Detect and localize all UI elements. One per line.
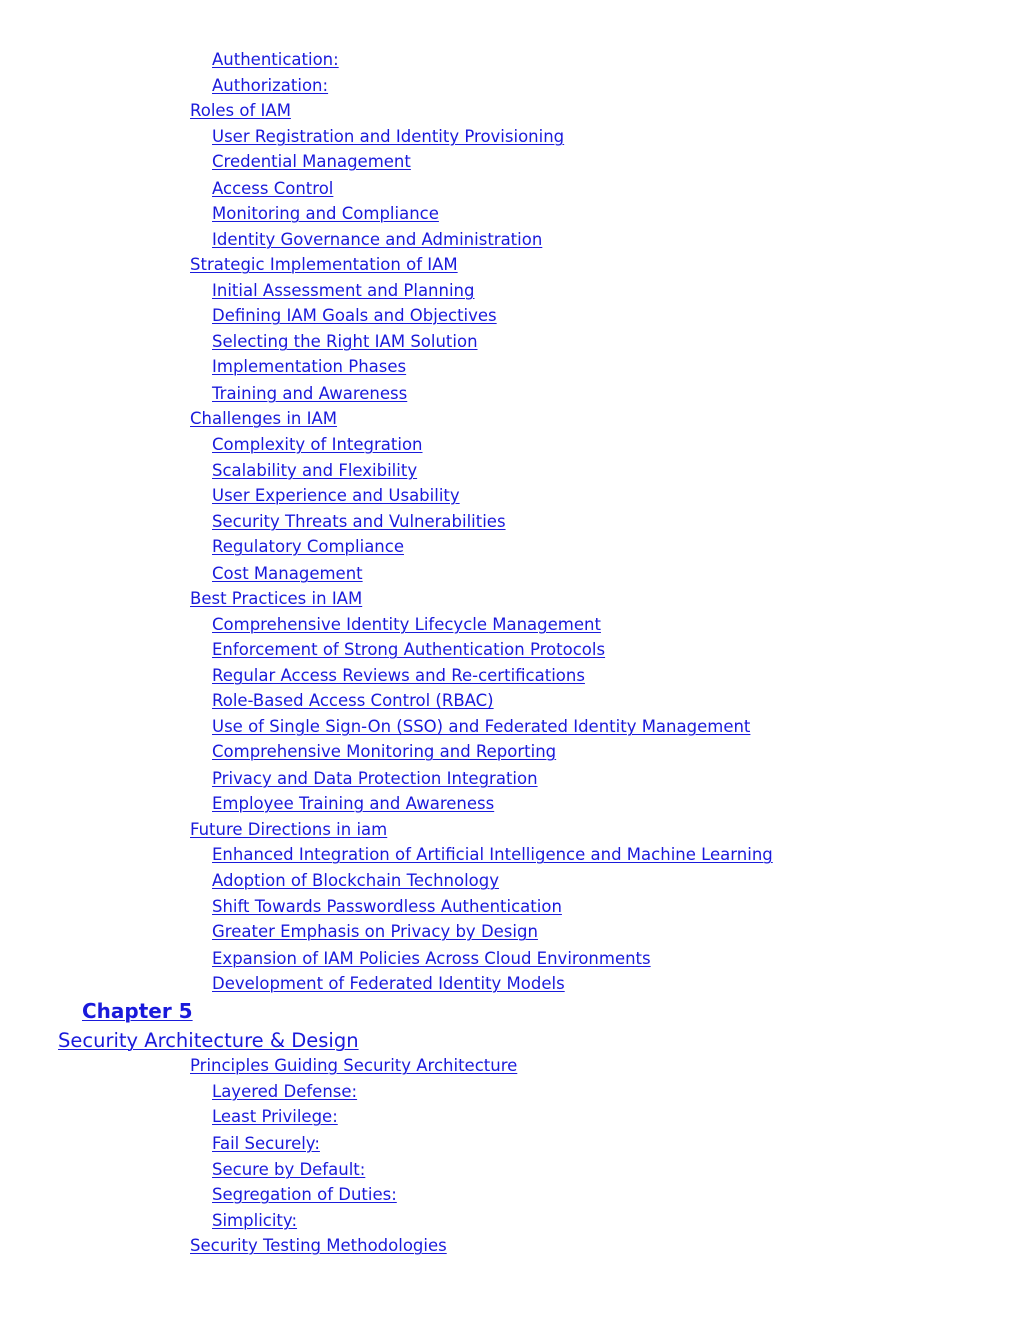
toc-entry-part xyxy=(58,1031,359,1051)
toc-entry-sub xyxy=(212,693,494,710)
toc-link[interactable]: Challenges in IAM xyxy=(190,409,338,428)
toc-entry-sub xyxy=(212,796,494,813)
toc-entry-sub xyxy=(212,1136,320,1153)
toc-entry-sub xyxy=(212,514,506,531)
toc-entry-sub xyxy=(212,488,460,505)
toc-entry-sub xyxy=(212,976,565,993)
toc-link[interactable]: Segregation of Duties: xyxy=(212,1185,397,1204)
toc-link[interactable]: Comprehensive Monitoring and Reporting xyxy=(212,742,557,761)
toc-entry-sub xyxy=(212,1187,397,1204)
toc-entry-sub xyxy=(212,463,417,480)
toc-link[interactable]: Secure by Default: xyxy=(212,1160,366,1179)
toc-link[interactable]: Training and Awareness xyxy=(212,384,408,403)
toc-entry-sub xyxy=(212,744,556,761)
toc-link[interactable]: Layered Defense: xyxy=(212,1082,358,1101)
toc-link[interactable]: Use of Single Sign-On (SSO) and Federated Identity Management xyxy=(212,717,751,736)
toc-link[interactable]: Selecting the Right IAM Solution xyxy=(212,332,478,351)
toc-link[interactable]: Strategic Implementation of IAM xyxy=(190,255,458,274)
toc-entry-sub xyxy=(212,873,499,890)
toc-entry-sub xyxy=(212,181,333,198)
toc-entry-sub xyxy=(212,899,562,916)
toc-link[interactable]: Shift Towards Passwordless Authentication xyxy=(212,897,562,916)
toc-entry-section xyxy=(190,1238,447,1255)
toc-link[interactable]: Principles Guiding Security Architecture xyxy=(190,1056,518,1075)
toc-entry-section xyxy=(190,411,337,428)
toc-link[interactable]: Enhanced Integration of Artificial Intelligence and Machine Learning xyxy=(212,845,773,864)
toc-link[interactable]: Role-Based Access Control (RBAC) xyxy=(212,691,494,710)
toc-link[interactable]: Cost Management xyxy=(212,564,363,583)
toc-link[interactable]: Expansion of IAM Policies Across Cloud Environments xyxy=(212,949,651,968)
toc-entry-sub xyxy=(212,359,406,376)
toc-link[interactable]: Security Threats and Vulnerabilities xyxy=(212,512,506,531)
toc-entry-section xyxy=(190,257,458,274)
toc-link[interactable]: Implementation Phases xyxy=(212,357,407,376)
toc-link[interactable]: Employee Training and Awareness xyxy=(212,794,495,813)
toc-entry-sub xyxy=(212,334,478,351)
toc-entry-sub xyxy=(212,1213,297,1230)
toc-entry-section xyxy=(190,591,362,608)
toc-link[interactable]: Security Architecture & Design xyxy=(58,1029,359,1052)
toc-entry-sub xyxy=(212,283,475,300)
toc-link[interactable]: Credential Management xyxy=(212,152,411,171)
toc-entry-sub xyxy=(212,232,542,249)
toc-entry-sub xyxy=(212,308,497,325)
toc-entry-sub xyxy=(212,437,423,454)
toc-entry-sub xyxy=(212,642,605,659)
toc-link[interactable]: Complexity of Integration xyxy=(212,435,423,454)
toc-link[interactable]: Development of Federated Identity Models xyxy=(212,974,565,993)
toc-entry-sub xyxy=(212,154,411,171)
toc-link[interactable]: Authorization: xyxy=(212,76,329,95)
toc-entry-sub xyxy=(212,847,773,864)
toc-link[interactable]: Roles of IAM xyxy=(190,101,291,120)
toc-link[interactable]: Adoption of Blockchain Technology xyxy=(212,871,500,890)
toc-link[interactable]: Greater Emphasis on Privacy by Design xyxy=(212,922,538,941)
toc-link[interactable]: Enforcement of Strong Authentication Protocols xyxy=(212,640,606,659)
toc-entry-section xyxy=(190,1058,517,1075)
toc-entry-section xyxy=(190,103,291,120)
toc-entry-sub xyxy=(212,771,538,788)
toc-link[interactable]: User Experience and Usability xyxy=(212,486,460,505)
toc-link[interactable]: Regulatory Compliance xyxy=(212,537,404,556)
toc-link[interactable]: Future Directions in iam xyxy=(190,820,388,839)
toc-link[interactable]: Chapter 5 xyxy=(82,999,193,1023)
toc-link[interactable]: Monitoring and Compliance xyxy=(212,204,439,223)
toc-entry-sub xyxy=(212,129,564,146)
toc-link[interactable]: Access Control xyxy=(212,179,334,198)
toc-entry-section xyxy=(190,822,387,839)
toc-entry-sub xyxy=(212,668,585,685)
toc-link[interactable]: User Registration and Identity Provisioning xyxy=(212,127,565,146)
toc-link[interactable]: Regular Access Reviews and Re-certifications xyxy=(212,666,585,685)
toc-link[interactable]: Least Privilege: xyxy=(212,1107,338,1126)
toc-link[interactable]: Scalability and Flexibility xyxy=(212,461,418,480)
toc-entry-sub xyxy=(212,1084,357,1101)
toc-link[interactable]: Simplicity: xyxy=(212,1211,298,1230)
toc-entry-sub xyxy=(212,1162,365,1179)
toc-link[interactable]: Security Testing Methodologies xyxy=(190,1236,447,1255)
toc-entry-sub xyxy=(212,924,538,941)
toc-entry-sub xyxy=(212,52,339,69)
toc-link[interactable]: Defining IAM Goals and Objectives xyxy=(212,306,497,325)
toc-entry-sub xyxy=(212,78,328,95)
toc-link[interactable]: Initial Assessment and Planning xyxy=(212,281,475,300)
toc-entry-sub xyxy=(212,1109,338,1126)
toc-link[interactable]: Comprehensive Identity Lifecycle Management xyxy=(212,615,601,634)
toc-entry-chapter xyxy=(82,1001,193,1021)
toc-entry-sub xyxy=(212,951,651,968)
toc-entry-sub xyxy=(212,539,404,556)
toc-entry-sub xyxy=(212,617,601,634)
toc-entry-sub xyxy=(212,206,439,223)
toc-link[interactable]: Identity Governance and Administration xyxy=(212,230,543,249)
toc-entry-sub xyxy=(212,719,750,736)
toc-link[interactable]: Privacy and Data Protection Integration xyxy=(212,769,538,788)
toc-entry-sub xyxy=(212,386,407,403)
toc-entry-sub xyxy=(212,566,363,583)
toc-link[interactable]: Best Practices in IAM xyxy=(190,589,363,608)
toc-link[interactable]: Fail Securely: xyxy=(212,1134,320,1153)
toc-link[interactable]: Authentication: xyxy=(212,50,339,69)
